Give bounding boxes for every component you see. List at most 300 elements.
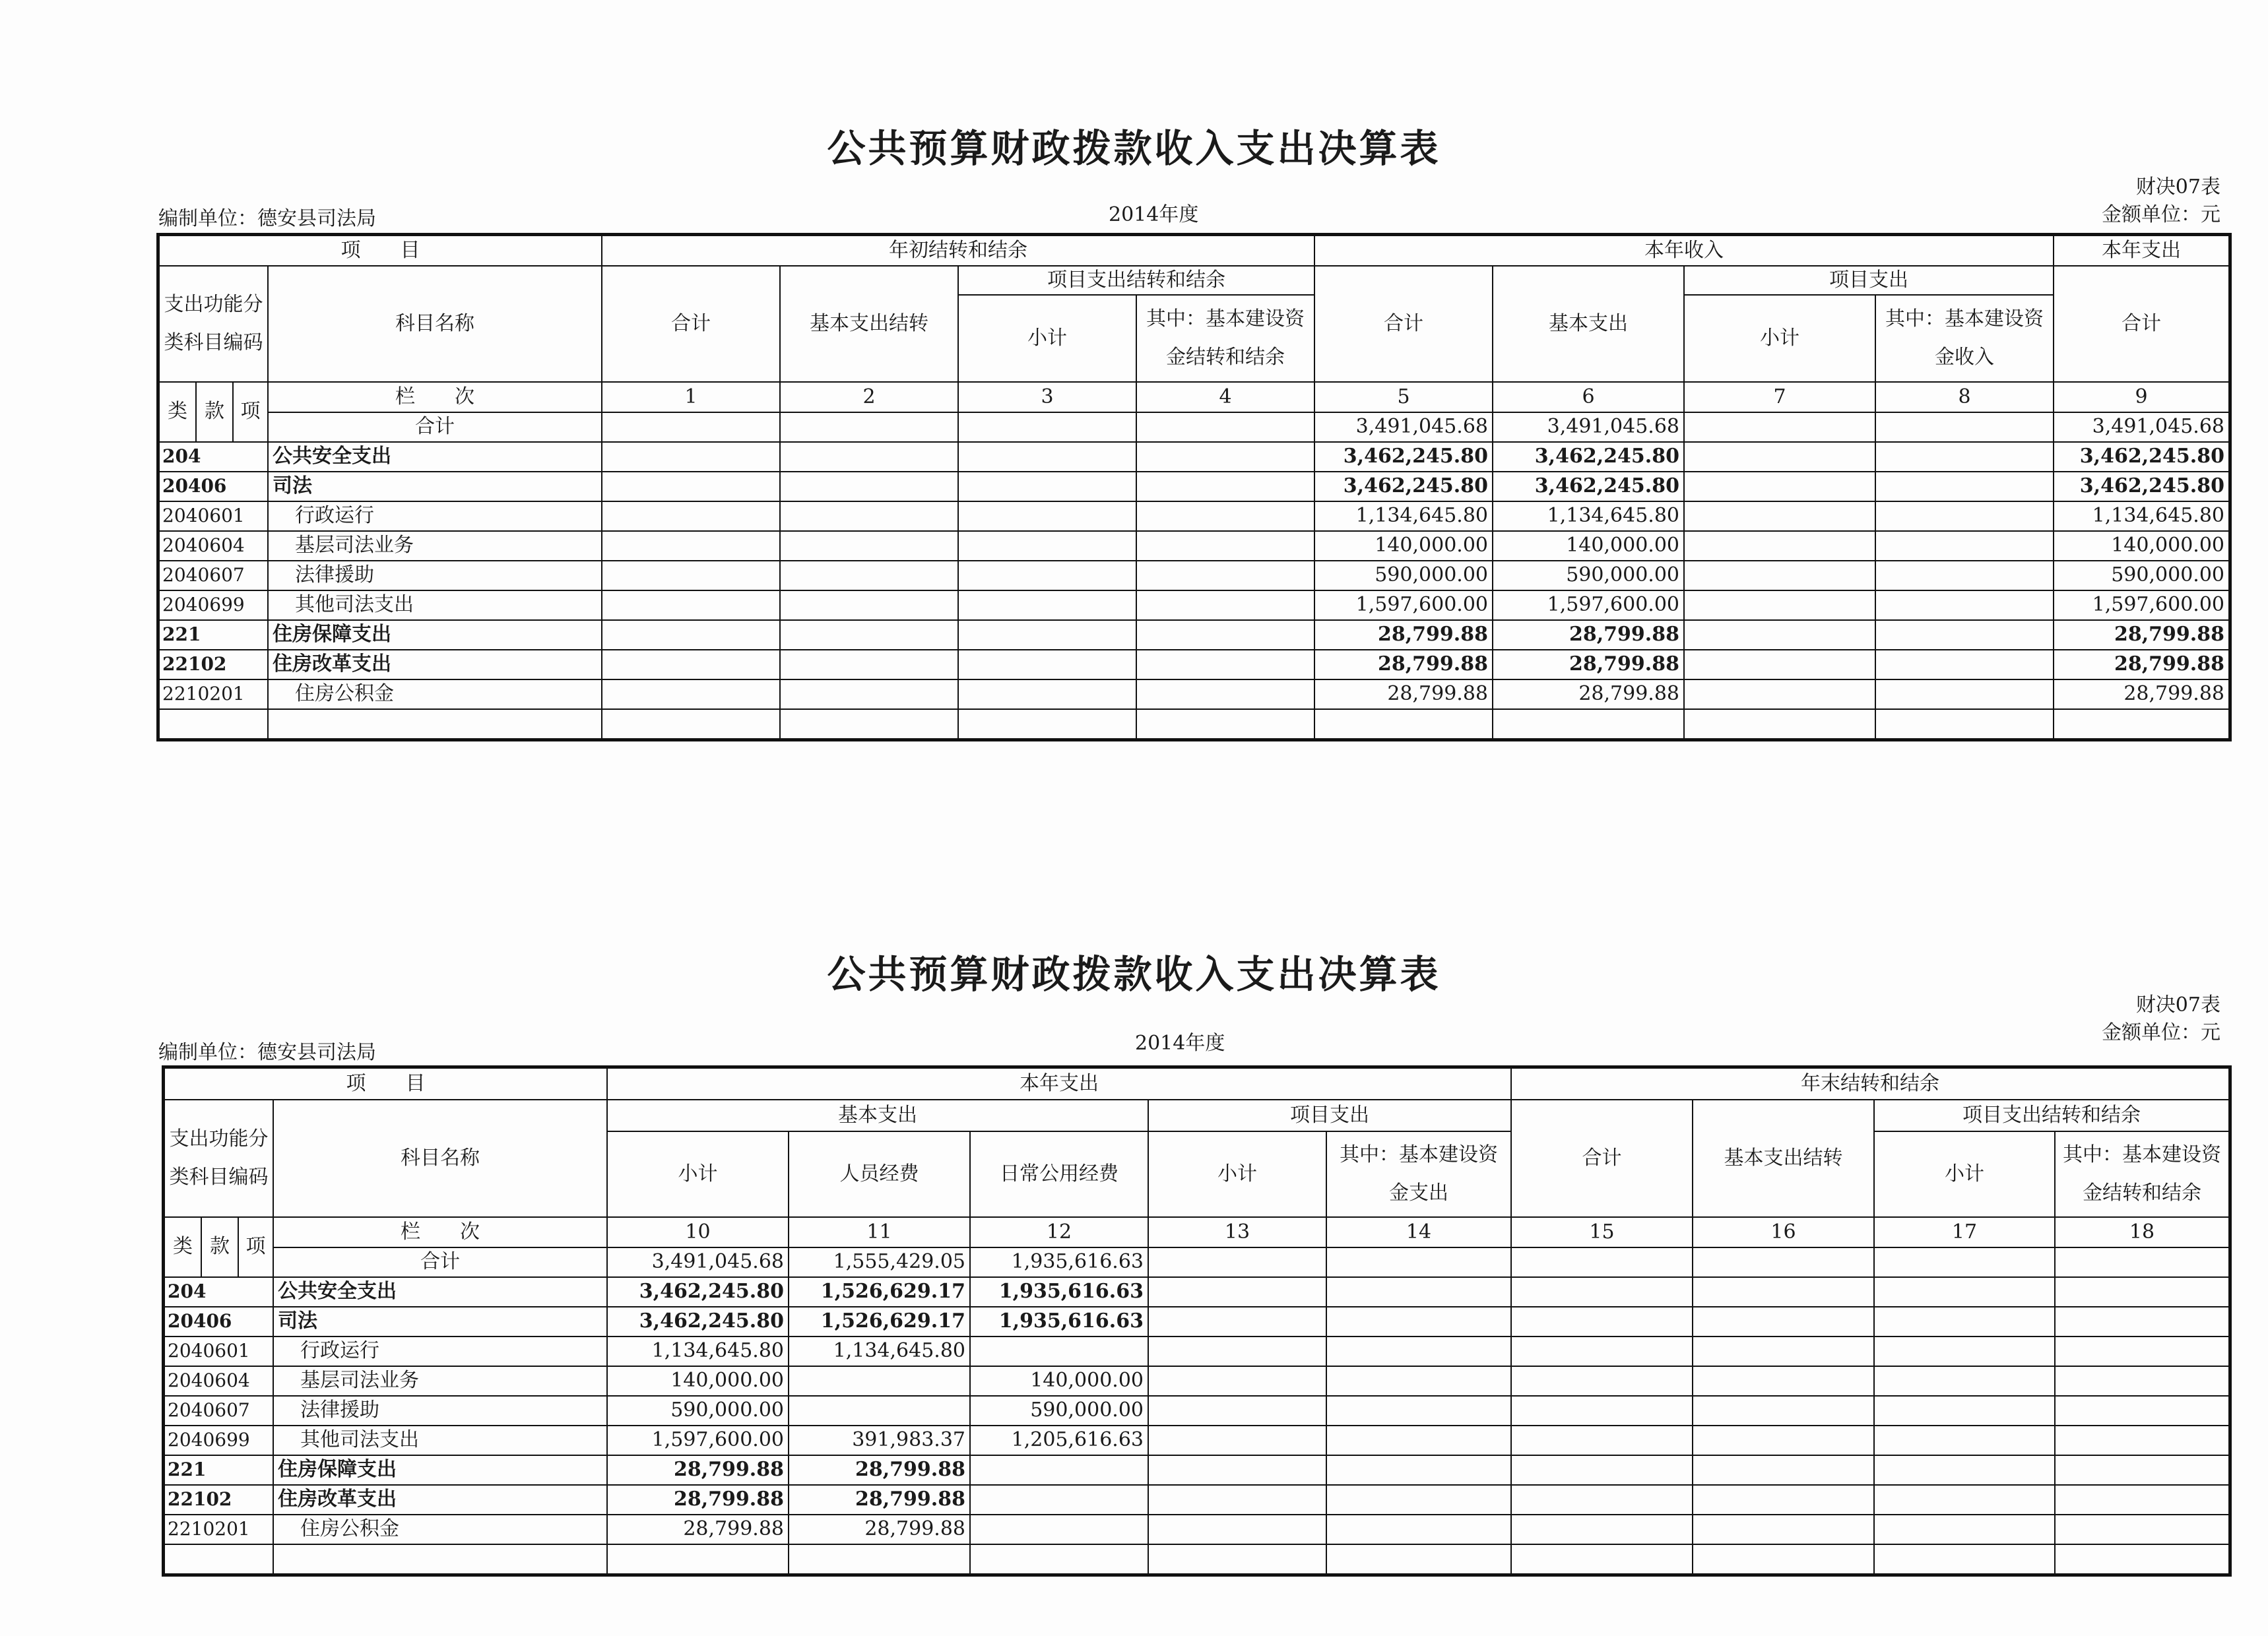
amount-cell	[780, 531, 958, 561]
amount-cell: 28,799.88	[789, 1455, 970, 1485]
amount-cell	[1874, 1337, 2055, 1366]
subject-code: 2040604	[164, 1366, 273, 1396]
amount-cell	[602, 501, 780, 531]
amount-cell: 28,799.88	[607, 1515, 789, 1544]
subject-code: 221	[164, 1455, 273, 1485]
upper-compiling-unit: 编制单位：德安县司法局	[158, 207, 376, 230]
amount-cell	[1136, 620, 1314, 650]
amount-cell: 28,799.88	[2054, 620, 2229, 650]
amount-cell	[1136, 590, 1314, 620]
amount-cell: 1,597,600.00	[1493, 590, 1684, 620]
amount-cell	[1684, 709, 1875, 739]
col-number: 13	[1148, 1217, 1326, 1247]
amount-cell: 28,799.88	[1493, 620, 1684, 650]
col-number: 11	[789, 1217, 970, 1247]
amount-cell: 1,935,616.63	[970, 1307, 1148, 1337]
cell	[1875, 412, 2054, 442]
col-number: 18	[2055, 1217, 2229, 1247]
amount-cell: 3,462,245.80	[2054, 472, 2229, 501]
amount-cell: 3,462,245.80	[1314, 472, 1493, 501]
table-row	[164, 1544, 2229, 1574]
header-current-income: 本年收入	[1314, 236, 2054, 266]
table-row	[159, 472, 2229, 501]
subject-name: 住房公积金	[273, 1515, 607, 1544]
amount-cell	[1511, 1366, 1693, 1396]
upper-currency-unit: 金额单位：元	[2102, 203, 2220, 226]
header-basic-expense: 基本支出	[607, 1100, 1148, 1131]
subject-name	[268, 709, 602, 739]
subject-code: 22102	[164, 1485, 273, 1515]
amount-cell: 1,134,645.80	[789, 1337, 970, 1366]
amount-cell	[1874, 1426, 2055, 1455]
header-current-expense: 本年支出	[607, 1068, 1511, 1100]
subject-name: 司法	[273, 1307, 607, 1337]
table-row	[164, 1455, 2229, 1485]
header-carry-construction: 其中：基本建设资金结转和结余	[1136, 295, 1314, 382]
amount-cell	[2055, 1455, 2229, 1485]
lower-form-number: 财决07表	[2135, 993, 2220, 1017]
subject-name: 其他司法支出	[273, 1426, 607, 1455]
amount-cell: 28,799.88	[607, 1455, 789, 1485]
subject-name: 住房公积金	[268, 679, 602, 709]
amount-cell	[602, 650, 780, 679]
header-subject-name: 科目名称	[273, 1100, 607, 1217]
table-row	[164, 1426, 2229, 1455]
cell	[1511, 1247, 1693, 1277]
table-row	[159, 531, 2229, 561]
table-row	[159, 561, 2229, 590]
cell	[1684, 412, 1875, 442]
subject-code: 20406	[159, 472, 268, 501]
header-balance-total: 合计	[1511, 1100, 1693, 1217]
amount-cell	[1875, 501, 2054, 531]
amount-cell	[780, 561, 958, 590]
total-row-label: 合计	[273, 1247, 607, 1277]
amount-cell: 28,799.88	[2054, 679, 2229, 709]
header-total: 合计	[602, 266, 780, 382]
amount-cell	[1875, 561, 2054, 590]
amount-cell: 28,799.88	[1493, 679, 1684, 709]
col-number: 12	[970, 1217, 1148, 1247]
amount-cell: 3,462,245.80	[607, 1307, 789, 1337]
amount-cell	[958, 561, 1136, 590]
amount-cell	[1511, 1277, 1693, 1307]
amount-cell	[958, 709, 1136, 739]
header-construction-expense: 其中：基本建设资金支出	[1326, 1131, 1511, 1217]
amount-cell	[1875, 442, 2054, 472]
header-section: 款	[196, 382, 233, 442]
upper-fiscal-year: 2014年度	[1109, 203, 1199, 226]
amount-cell: 1,134,645.80	[607, 1337, 789, 1366]
cell	[1693, 1247, 1874, 1277]
amount-cell: 1,526,629.17	[789, 1277, 970, 1307]
table-row	[159, 709, 2229, 739]
amount-cell	[780, 590, 958, 620]
amount-cell	[1326, 1307, 1511, 1337]
amount-cell: 3,462,245.80	[2054, 442, 2229, 472]
subject-code	[164, 1544, 273, 1574]
col-number: 8	[1875, 382, 2054, 412]
amount-cell	[602, 531, 780, 561]
subject-code: 2040699	[159, 590, 268, 620]
header-basic-carryover: 基本支出结转	[780, 266, 958, 382]
amount-cell: 590,000.00	[607, 1396, 789, 1426]
header-entry: 项	[233, 382, 268, 442]
amount-cell	[1326, 1426, 1511, 1455]
amount-cell	[1684, 561, 1875, 590]
amount-cell: 1,935,616.63	[970, 1277, 1148, 1307]
amount-cell	[2055, 1544, 2229, 1574]
upper-form-number: 财决07表	[2135, 175, 2220, 199]
col-number: 7	[1684, 382, 1875, 412]
amount-cell	[1511, 1337, 1693, 1366]
col-number: 14	[1326, 1217, 1511, 1247]
subject-code	[159, 709, 268, 739]
amount-cell	[1874, 1396, 2055, 1426]
subject-code: 204	[164, 1277, 273, 1307]
header-project-subtotal: 小计	[1148, 1131, 1326, 1217]
amount-cell	[958, 442, 1136, 472]
header-section: 款	[201, 1217, 238, 1277]
amount-cell	[1136, 472, 1314, 501]
amount-cell	[1148, 1307, 1326, 1337]
amount-cell	[1874, 1307, 2055, 1337]
lower-title: 公共预算财政拨款收入支出决算表	[827, 952, 1441, 997]
subject-name: 法律援助	[273, 1396, 607, 1426]
amount-cell	[1511, 1544, 1693, 1574]
col-number: 16	[1693, 1217, 1874, 1247]
subject-name: 住房保障支出	[268, 620, 602, 650]
header-function-code: 支出功能分类科目编码	[164, 1100, 273, 1217]
amount-cell	[1326, 1515, 1511, 1544]
amount-cell	[780, 709, 958, 739]
amount-cell	[2055, 1515, 2229, 1544]
amount-cell	[1493, 709, 1684, 739]
amount-cell	[1136, 561, 1314, 590]
header-public-expense: 日常公用经费	[970, 1131, 1148, 1217]
amount-cell: 140,000.00	[2054, 531, 2229, 561]
amount-cell	[1511, 1426, 1693, 1455]
amount-cell: 1,134,645.80	[1493, 501, 1684, 531]
subject-name: 基层司法业务	[268, 531, 602, 561]
col-number: 1	[602, 382, 780, 412]
col-number: 3	[958, 382, 1136, 412]
amount-cell	[1511, 1396, 1693, 1426]
amount-cell	[1693, 1396, 1874, 1426]
subject-code: 2210201	[159, 679, 268, 709]
amount-cell	[2055, 1307, 2229, 1337]
amount-cell	[1875, 620, 2054, 650]
header-item: 项 目	[159, 236, 602, 266]
table-row	[159, 679, 2229, 709]
col-number: 15	[1511, 1217, 1693, 1247]
amount-cell	[602, 442, 780, 472]
cell: 3,491,045.68	[1493, 412, 1684, 442]
header-carry-construction: 其中：基本建设资金结转和结余	[2055, 1131, 2229, 1217]
amount-cell	[2054, 709, 2229, 739]
amount-cell: 28,799.88	[1314, 650, 1493, 679]
header-expense-total: 合计	[2054, 266, 2229, 382]
amount-cell: 28,799.88	[2054, 650, 2229, 679]
amount-cell	[1326, 1337, 1511, 1366]
table-row	[164, 1515, 2229, 1544]
subject-name	[273, 1544, 607, 1574]
amount-cell: 391,983.37	[789, 1426, 970, 1455]
amount-cell	[1148, 1455, 1326, 1485]
cell: 1,555,429.05	[789, 1247, 970, 1277]
subject-code: 2040604	[159, 531, 268, 561]
cell: 3,491,045.68	[2054, 412, 2229, 442]
header-project-carryover: 项目支出结转和结余	[1874, 1100, 2229, 1131]
subject-name: 住房改革支出	[273, 1485, 607, 1515]
table-row	[159, 590, 2229, 620]
header-item: 项 目	[164, 1068, 607, 1100]
amount-cell: 1,205,616.63	[970, 1426, 1148, 1455]
amount-cell	[958, 472, 1136, 501]
cell: 3,491,045.68	[607, 1247, 789, 1277]
amount-cell	[602, 472, 780, 501]
amount-cell	[1875, 650, 2054, 679]
amount-cell	[970, 1485, 1148, 1515]
subject-code: 2040607	[159, 561, 268, 590]
header-construction-income: 其中：基本建设资金收入	[1875, 295, 2054, 382]
amount-cell	[2055, 1337, 2229, 1366]
cell	[1148, 1247, 1326, 1277]
amount-cell	[970, 1455, 1148, 1485]
amount-cell	[1875, 590, 2054, 620]
lower-fiscal-year: 2014年度	[1135, 1032, 1225, 1055]
table-row	[159, 650, 2229, 679]
amount-cell	[1511, 1515, 1693, 1544]
cell	[602, 412, 780, 442]
header-project-expense: 项目支出	[1148, 1100, 1511, 1131]
lower-compiling-unit: 编制单位：德安县司法局	[158, 1041, 376, 1064]
amount-cell: 28,799.88	[789, 1485, 970, 1515]
amount-cell	[958, 650, 1136, 679]
table-row	[164, 1366, 2229, 1396]
header-project-subtotal: 小计	[1684, 295, 1875, 382]
amount-cell	[1326, 1366, 1511, 1396]
subject-name: 其他司法支出	[268, 590, 602, 620]
amount-cell	[1136, 650, 1314, 679]
amount-cell	[1136, 501, 1314, 531]
total-row-label: 合计	[268, 412, 602, 442]
amount-cell	[789, 1544, 970, 1574]
amount-cell: 140,000.00	[607, 1366, 789, 1396]
cell	[958, 412, 1136, 442]
amount-cell	[1684, 442, 1875, 472]
cell	[1326, 1247, 1511, 1277]
table-row	[159, 442, 2229, 472]
amount-cell	[780, 501, 958, 531]
amount-cell	[780, 620, 958, 650]
amount-cell: 3,462,245.80	[1493, 442, 1684, 472]
header-income-total: 合计	[1314, 266, 1493, 382]
amount-cell	[780, 679, 958, 709]
amount-cell: 140,000.00	[1493, 531, 1684, 561]
amount-cell	[1684, 531, 1875, 561]
subject-name: 司法	[268, 472, 602, 501]
amount-cell	[1874, 1485, 2055, 1515]
subject-name: 基层司法业务	[273, 1366, 607, 1396]
header-basic-carryover: 基本支出结转	[1693, 1100, 1874, 1217]
amount-cell	[1511, 1485, 1693, 1515]
amount-cell: 3,462,245.80	[1314, 442, 1493, 472]
amount-cell	[780, 472, 958, 501]
amount-cell: 1,134,645.80	[2054, 501, 2229, 531]
amount-cell	[789, 1396, 970, 1426]
amount-cell: 1,134,645.80	[1314, 501, 1493, 531]
subject-code: 221	[159, 620, 268, 650]
amount-cell	[1875, 679, 2054, 709]
amount-cell: 28,799.88	[1493, 650, 1684, 679]
col-number: 10	[607, 1217, 789, 1247]
upper-title: 公共预算财政拨款收入支出决算表	[827, 126, 1441, 171]
amount-cell: 590,000.00	[1314, 561, 1493, 590]
amount-cell	[1693, 1337, 1874, 1366]
amount-cell	[1136, 531, 1314, 561]
subject-name: 法律援助	[268, 561, 602, 590]
cell	[1136, 412, 1314, 442]
amount-cell	[1874, 1277, 2055, 1307]
amount-cell	[1511, 1455, 1693, 1485]
amount-cell	[1148, 1426, 1326, 1455]
upper-body	[159, 442, 2229, 739]
amount-cell	[1148, 1366, 1326, 1396]
amount-cell: 1,597,600.00	[607, 1426, 789, 1455]
subject-code: 2040601	[159, 501, 268, 531]
lower-currency-unit: 金额单位：元	[2102, 1021, 2220, 1044]
amount-cell: 1,597,600.00	[1314, 590, 1493, 620]
amount-cell	[970, 1544, 1148, 1574]
amount-cell	[1693, 1426, 1874, 1455]
subject-name: 公共安全支出	[268, 442, 602, 472]
amount-cell	[1326, 1455, 1511, 1485]
amount-cell	[1314, 709, 1493, 739]
amount-cell	[1874, 1515, 2055, 1544]
amount-cell: 590,000.00	[1493, 561, 1684, 590]
amount-cell	[1511, 1307, 1693, 1337]
amount-cell	[2055, 1426, 2229, 1455]
amount-cell	[958, 531, 1136, 561]
table-row	[164, 1485, 2229, 1515]
amount-cell	[1684, 590, 1875, 620]
amount-cell	[958, 590, 1136, 620]
header-carry-subtotal: 小计	[1874, 1131, 2055, 1217]
header-basic-expense: 基本支出	[1493, 266, 1684, 382]
amount-cell	[1693, 1455, 1874, 1485]
cell	[2055, 1247, 2229, 1277]
amount-cell: 590,000.00	[970, 1396, 1148, 1426]
upper-header	[159, 236, 2229, 442]
amount-cell	[602, 679, 780, 709]
lower-body	[164, 1277, 2229, 1574]
amount-cell: 28,799.88	[1314, 679, 1493, 709]
amount-cell	[780, 442, 958, 472]
header-column-order: 栏 次	[273, 1217, 607, 1247]
amount-cell: 1,597,600.00	[2054, 590, 2229, 620]
amount-cell	[1684, 679, 1875, 709]
amount-cell	[1136, 442, 1314, 472]
amount-cell	[1326, 1485, 1511, 1515]
lower-table	[164, 1067, 2230, 1575]
upper-table	[158, 235, 2230, 739]
amount-cell	[1136, 679, 1314, 709]
header-entry: 项	[238, 1217, 273, 1277]
amount-cell	[1693, 1544, 1874, 1574]
amount-cell	[970, 1337, 1148, 1366]
amount-cell	[958, 501, 1136, 531]
lower-header	[164, 1068, 2229, 1277]
header-basic-subtotal: 小计	[607, 1131, 789, 1217]
amount-cell	[1148, 1396, 1326, 1426]
amount-cell	[1693, 1515, 1874, 1544]
header-closing-balance: 年末结转和结余	[1511, 1068, 2229, 1100]
amount-cell: 1,526,629.17	[789, 1307, 970, 1337]
amount-cell	[1874, 1366, 2055, 1396]
amount-cell: 28,799.88	[607, 1485, 789, 1515]
amount-cell: 3,462,245.80	[607, 1277, 789, 1307]
amount-cell	[1693, 1485, 1874, 1515]
amount-cell	[1693, 1307, 1874, 1337]
col-number: 6	[1493, 382, 1684, 412]
amount-cell	[780, 650, 958, 679]
amount-cell: 28,799.88	[1314, 620, 1493, 650]
amount-cell	[1693, 1277, 1874, 1307]
amount-cell	[1148, 1485, 1326, 1515]
col-number: 4	[1136, 382, 1314, 412]
amount-cell	[1693, 1366, 1874, 1396]
header-subject-name: 科目名称	[268, 266, 602, 382]
header-carry-subtotal: 小计	[958, 295, 1136, 382]
amount-cell	[1136, 709, 1314, 739]
amount-cell	[2055, 1396, 2229, 1426]
table-row	[164, 1396, 2229, 1426]
amount-cell: 28,799.88	[789, 1515, 970, 1544]
amount-cell	[958, 620, 1136, 650]
subject-name: 公共安全支出	[273, 1277, 607, 1307]
header-project-expense: 项目支出	[1684, 266, 2054, 295]
header-project-carryover: 项目支出结转和结余	[958, 266, 1314, 295]
amount-cell	[602, 709, 780, 739]
amount-cell	[1874, 1544, 2055, 1574]
subject-name: 行政运行	[268, 501, 602, 531]
amount-cell	[1874, 1455, 2055, 1485]
amount-cell	[1875, 472, 2054, 501]
amount-cell	[958, 679, 1136, 709]
amount-cell	[1684, 472, 1875, 501]
subject-name: 住房改革支出	[268, 650, 602, 679]
header-current-expense: 本年支出	[2054, 236, 2229, 266]
amount-cell	[2055, 1485, 2229, 1515]
subject-code: 2040699	[164, 1426, 273, 1455]
amount-cell: 140,000.00	[970, 1366, 1148, 1396]
col-number: 5	[1314, 382, 1493, 412]
table-row	[164, 1337, 2229, 1366]
amount-cell	[1148, 1515, 1326, 1544]
amount-cell	[1684, 650, 1875, 679]
cell	[1874, 1247, 2055, 1277]
header-personnel: 人员经费	[789, 1131, 970, 1217]
amount-cell	[789, 1366, 970, 1396]
amount-cell: 590,000.00	[2054, 561, 2229, 590]
subject-code: 22102	[159, 650, 268, 679]
header-opening-balance: 年初结转和结余	[602, 236, 1314, 266]
amount-cell	[1326, 1544, 1511, 1574]
table-row	[159, 620, 2229, 650]
subject-code: 20406	[164, 1307, 273, 1337]
subject-code: 2040601	[164, 1337, 273, 1366]
